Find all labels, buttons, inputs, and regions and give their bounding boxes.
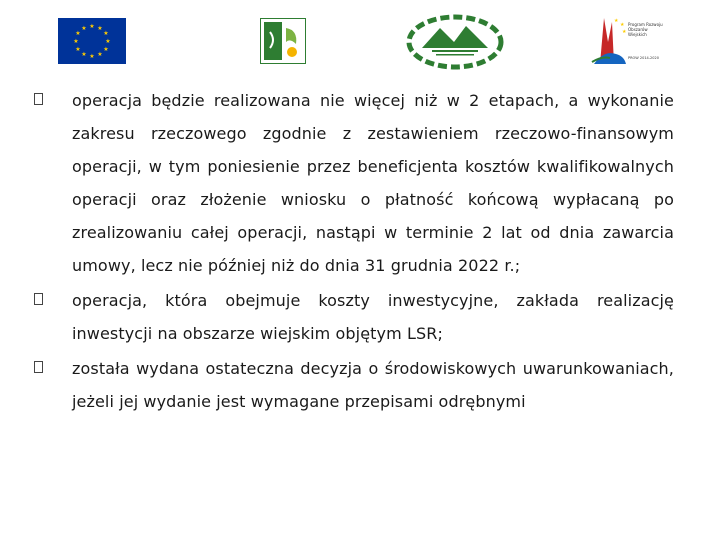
list-item-text: operacja, która obejmuje koszty inwestycyjne, zakłada realizację inwestycji na obszarze wiejskim objętym LSR; [72, 291, 674, 343]
list-item [34, 84, 674, 282]
list-item-text: została wydana ostateczna decyzja o środowiskowych uwarunkowaniach, jeżeli jej wydanie jest wymagane przepisami odrębnymi [72, 359, 674, 411]
svg-text:★: ★ [75, 30, 81, 37]
lgd-logo-icon [406, 14, 504, 70]
list-item [34, 284, 674, 350]
svg-text:★: ★ [81, 51, 87, 58]
bullet-list [34, 84, 674, 418]
svg-text:★: ★ [620, 22, 625, 28]
checkbox-bullet-icon [34, 93, 43, 105]
svg-text:★: ★ [89, 23, 95, 30]
checkbox-bullet-icon [34, 293, 43, 305]
svg-text:★: ★ [103, 30, 109, 37]
logo-bar [0, 0, 720, 80]
svg-text:★: ★ [81, 25, 87, 32]
svg-text:★: ★ [97, 25, 103, 32]
svg-text:★: ★ [622, 29, 627, 35]
prow-logo-code: PROW 2014-2020 [628, 56, 659, 60]
svg-text:★: ★ [614, 18, 619, 24]
list-item-text: operacja będzie realizowana nie więcej niż w 2 etapach, a wykonanie zakresu rzeczowego zgodnie z zestawieniem rzeczowo-finansowym operacji, w tym poniesienie przez beneficjenta kosztów kwalifikowalnych operacji oraz złożenie wniosku o płatność końcową wypłacaną po zrealizowaniu całej operacji, nastąpi w terminie 2 lat od dnia zawarcia umowy, lecz nie później niż do dnia 31 grudnia 2022 r.; [72, 91, 674, 275]
eu-flag-icon [58, 18, 126, 64]
svg-text:★: ★ [105, 38, 111, 45]
prow-logo-icon [590, 12, 666, 68]
svg-text:★: ★ [97, 51, 103, 58]
prow-logo-text: Program Rozwoju Obszarów Wiejskich [628, 22, 663, 37]
leader-logo-icon [260, 18, 306, 64]
list-item [34, 352, 674, 418]
svg-text:★: ★ [103, 46, 109, 53]
checkbox-bullet-icon [34, 361, 43, 373]
svg-text:★: ★ [73, 38, 79, 45]
svg-text:★: ★ [75, 46, 81, 53]
svg-text:★: ★ [89, 53, 95, 60]
